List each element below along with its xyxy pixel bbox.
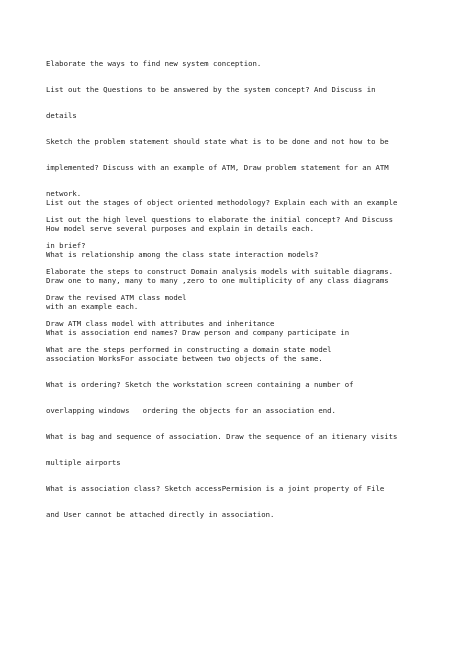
question-line: multiple airports: [46, 457, 121, 467]
question-line: What is relationship among the class state interaction models?: [46, 250, 319, 260]
question-block-2: [46, 182, 464, 537]
question-line: and User cannot be attached directly in association.: [46, 509, 275, 519]
question-line: details: [46, 111, 77, 121]
question-line: What is association class? Sketch accessPermision is a joint property of File: [46, 483, 385, 493]
question-line: List out the high level questions to elaborate the initial concept? And Discuss: [46, 215, 394, 225]
question-line: How model serve several purposes and explain in details each.: [46, 224, 314, 234]
question-line: What is association end names? Draw person and company participate in: [46, 328, 350, 338]
question-line: List out the stages of object oriented methodology? Explain each with an example: [46, 198, 398, 208]
question-line: in brief?: [46, 240, 86, 250]
question-line: Draw one to many, many to many ,zero to one multiplicity of any class diagrams: [46, 276, 389, 286]
question-line: Elaborate the steps to construct Domain analysis models with suitable diagrams.: [46, 266, 394, 276]
question-line: Draw the revised ATM class model: [46, 292, 187, 302]
question-line: What is bag and sequence of association. Draw the sequence of an itienary visits: [46, 431, 398, 441]
question-line: Draw ATM class model with attributes and inheritance: [46, 318, 275, 328]
question-line: What is ordering? Sketch the workstation screen containing a number of: [46, 379, 354, 389]
question-line: What are the steps performed in constructing a domain state model: [46, 344, 332, 354]
question-line: List out the Questions to be answered by the system concept? And Discuss in: [46, 85, 376, 95]
question-line: overlapping windows ordering the objects for an association end.: [46, 405, 336, 415]
question-line: association WorksFor associate between two objects of the same.: [46, 354, 323, 364]
question-line: Sketch the problem statement should state what is to be done and not how to be: [46, 137, 389, 147]
question-line: implemented? Discuss with an example of ATM, Draw problem statement for an ATM: [46, 163, 389, 173]
question-line: network.: [46, 189, 82, 199]
question-line: Elaborate the ways to find new system conception.: [46, 59, 262, 69]
question-line: with an example each.: [46, 302, 139, 312]
